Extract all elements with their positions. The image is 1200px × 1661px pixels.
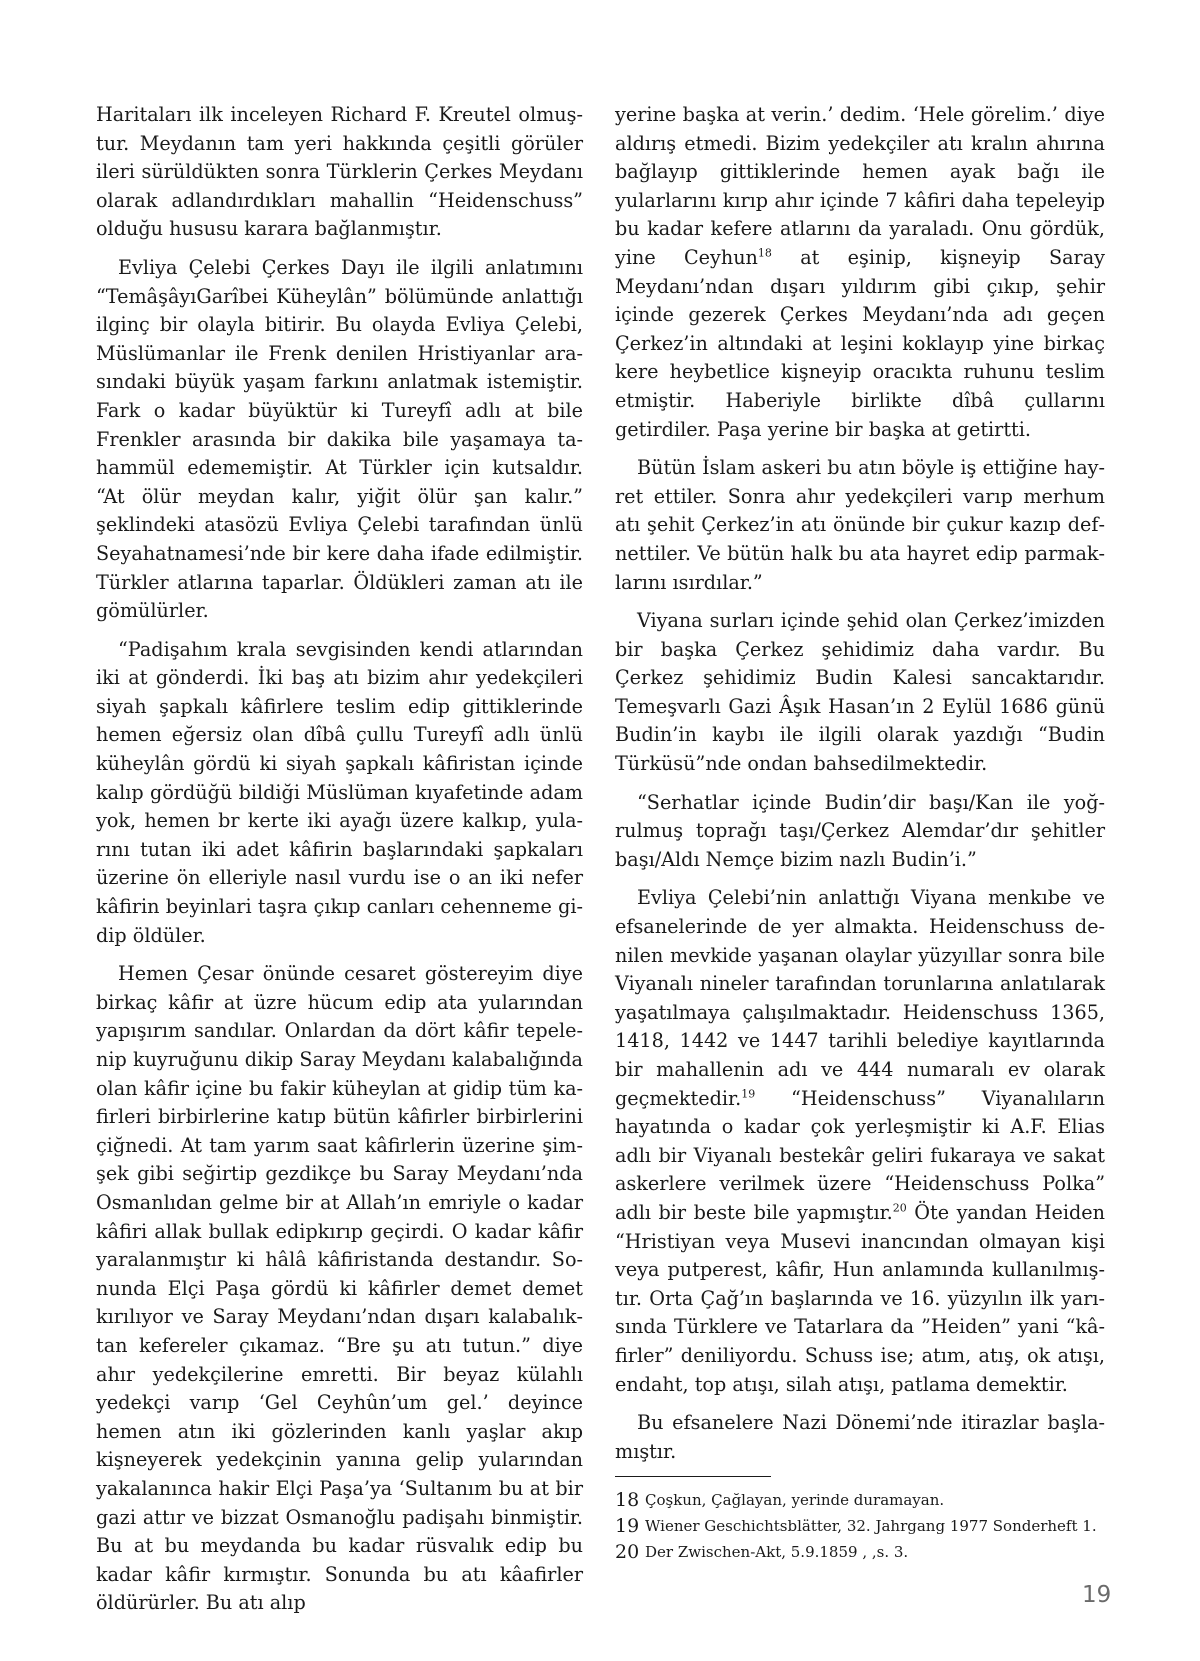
paragraph: “Serhatlar içinde Budin’dir başı/Kan ile yoğrulmuş toprağı taşı/Çerkez Alemdar’dır şehitler başı/Aldı Nemçe bizim nazlı Budin’i.” bbox=[615, 790, 1105, 871]
paragraph-text: “Heidenschuss” Viyanalıların hayatında o kadar çok yerleşmiştir ki A.F. Elias adlı bir Viyanalı bestekâr geliri fukaraya ve sakat askerlere verilmek üzere “Heidenschuss Polka” adlı bir beste bile yapmıştır. bbox=[615, 1086, 1105, 1224]
paragraph bbox=[615, 884, 1105, 1399]
paragraph: Hemen Çesar önünde cesaret göstereyim diye birkaç kâfir at üzre hücum edip ata yularından yapışırım sandılar. Onlardan da dört kâfir tepelenip kuyruğunu dikip Saray Meydanı kalabalığında olan kâfir içine bu fakir küheylan at gidip tüm kafirleri birbirlerine katıp bütün kâfirler birbirlerini çiğnedi. At tam yarım saat kâfirlerin üzerine şimşek gibi seğirtip gezdikçe bu Saray Meydanı’nda Osmanlıdan gelme bir at Allah’ın emriyle o kadar kâfiri allak bullak edipkırıp geçirdi. O kadar kâfir yaralanmıştır ki hâlâ kâfiristanda destandır. Sonunda Elçi Paşa gördü ki kâfirler demet demet kırılıyor ve Saray Meydanı’ndan dışarı kalabalıktan kefereler çıkamaz. “Bre şu atı tutun.” diye ahır yedekçilerine emretti. Bir beyaz külahlı yedekçi varıp ‘Gel Ceyhûn’um gel.’ deyince hemen atın iki gözlerinden kanlı yaşlar akıp kişneyerek yedekçinin yanına gelip yularından yakalanınca hakir Elçi Paşa’ya ‘Sultanım bu at bir gazi attır ve bizzat Osmanoğlu padişahı binmiştir. Bu at bu meydanda bu kadar rüsvalık edip bu kadar kâfir kırmıştır. Sonunda bu atı kâafirler öldürürler. Bu atı alıp bbox=[96, 962, 583, 1615]
footnote-number: 18 bbox=[615, 1489, 640, 1512]
footnote-ref: 20 bbox=[892, 1201, 907, 1215]
footnote bbox=[615, 1515, 1105, 1537]
footnote-text: Wiener Geschichtsblätter, 32. Jahrgang 1977 Sonderheft 1. bbox=[645, 1517, 1097, 1536]
paragraph: Evliya Çelebi Çerkes Dayı ile ilgili anlatımını “TemâşâyıGarîbei Küheylân” bölümünde anlattığı ilginç bir olayla bitirir. Bu olayda Evliya Çelebi, Müslümanlar ile Frenk denilen Hristiyanlar arasındaki büyük yaşam farkını anlatmak istemiştir. Fark o kadar büyüktür ki Tureyfî adlı at bile Frenkler arasında bir dakika bile yaşamaya tahammül edememiştir. At Türkler için kutsaldır. “At ölür meydan kalır, yiğit ölür şan kalır.” şeklindeki atasözü Evliya Çelebi tarafından ünlü Seyahatnamesi’nde bir kere daha ifade edilmiştir. Türkler atlarına taparlar. Öldükleri zaman atı ile gömülürler. bbox=[96, 255, 583, 623]
paragraph: Viyana surları içinde şehid olan Çerkez’imizden bir başka Çerkez şehidimiz daha vardır. Bu Çerkez şehidimiz Budin Kalesi sancaktarıdır. Temeşvarlı Gazi Âşık Hasan’ın 2 Eylül 1686 günü Budin’in kaybı ile ilgili olarak yazdığı “Budin Türküsü”nde ondan bahsedilmektedir. bbox=[615, 609, 1105, 776]
footnote-text: Çoşkun, Çağlayan, yerinde duramayan. bbox=[645, 1491, 945, 1510]
right-column bbox=[615, 101, 1105, 1567]
paragraph-text: Evliya Çelebi’nin anlattığı Viyana menkıbe ve efsanelerinde de yer almakta. Heidenschuss denilen mevkide yaşanan olaylar yüzyıllar sonra bile Viyanalı nineler tarafından torunlarına anlatılarak yaşatılmaya çalışılmaktadır. Heidenschuss 1365, 1418, 1442 ve 1447 tarihli belediye kayıtlarında bir mahallenin adı ve 444 numaralı ev olarak geçmektedir. bbox=[615, 886, 1105, 1110]
paragraph: Bütün İslam askeri bu atın böyle iş ettiğine hayret ettiler. Sonra ahır yedekçileri varıp merhum atı şehit Çerkez’in atı önünde bir çukur kazıp defnettiler. Ve bütün halk bu ata hayret edip parmaklarını ısırdılar.” bbox=[615, 456, 1105, 594]
footnote-number: 20 bbox=[615, 1541, 640, 1564]
footnote-ref: 19 bbox=[741, 1087, 756, 1101]
footnote-divider bbox=[615, 1476, 771, 1477]
footnote bbox=[615, 1541, 1105, 1563]
paragraph bbox=[615, 101, 1105, 444]
paragraph-text: yerine başka at verin.’ dedim. ‘Hele görelim.’ diye aldırış etmedi. Bizim yedekçiler atı kralın ahırına bağlayıp gittiklerinde hemen ayak bağı ile yularlarını kırıp ahır içinde 7 kâfiri daha tepeleyip bu kadar kefere atlarını da yaraladı. Onu gördük, yine Ceyhun bbox=[615, 103, 1105, 269]
footnote-ref: 18 bbox=[757, 246, 772, 260]
page-number: 19 bbox=[1082, 1582, 1112, 1608]
paragraph-text: at eşinip, kişneyip Saray Meydanı’ndan dışarı yıldırım gibi çıkıp, şehir içinde gezerek Çerkes Meydanı’nda adı geçen Çerkez’in altındaki at leşini koklayıp yine birkaç kere heybetlice kişneyip oracıkta ruhunu teslim etmiştir. Haberiyle birlikte dîbâ çullarını getirdiler. Paşa yerine bir başka at getirtti. bbox=[615, 245, 1105, 441]
paragraph: Haritaları ilk inceleyen Richard F. Kreutel olmuştur. Meydanın tam yeri hakkında çeşitli görüler ileri sürüldükten sonra Türklerin Çerkes Meydanı olarak adlandırdıkları mahallin “Heidenschuss” olduğu hususu karara bağlanmıştır. bbox=[96, 103, 583, 241]
left-column bbox=[96, 101, 583, 1628]
footnotes bbox=[615, 1489, 1105, 1563]
paragraph: “Padişahım krala sevgisinden kendi atlarından iki at gönderdi. İki baş atı bizim ahır yedekçileri siyah şapkalı kâfirlere teslim edip gittiklerinde hemen eğersiz olan dîbâ çullu Tureyfî adlı ünlü küheylân gördü ki siyah şapkalı kâfiristan içinde kalıp gördüğü bildiği Müslüman kıyafetinde adam yok, hemen br kerte iki ayağı üzere kalkıp, yularını tutan iki adet kâfirin başlarındaki şapkaları üzerine ön elleriyle nasıl vurdu ise o an iki nefer kâfirin beyinlari taşra çıkıp canları cehenneme gidip öldüler. bbox=[96, 637, 583, 947]
footnote-text: Der Zwischen-Akt, 5.9.1859 , ,s. 3. bbox=[645, 1543, 909, 1562]
footnote bbox=[615, 1489, 1105, 1511]
footnote-number: 19 bbox=[615, 1515, 640, 1538]
paragraph: Bu efsanelere Nazi Dönemi’nde itirazlar başlamıştır. bbox=[615, 1411, 1105, 1463]
paragraph-text: Öte yandan Heiden “Hristiyan veya Musevi inancından olmayan kişi veya putperest, kâfir, Hun anlamında kullanılmıştır. Orta Çağ’ın başlarında ve 16. yüzyılın ilk yarısında Türklere ve Tatarlara da ”Heiden” yani “kâfirler” deniliyordu. Schuss ise; atım, atış, ok atışı, endaht, top atışı, silah atışı, patlama demektir. bbox=[615, 1200, 1105, 1396]
